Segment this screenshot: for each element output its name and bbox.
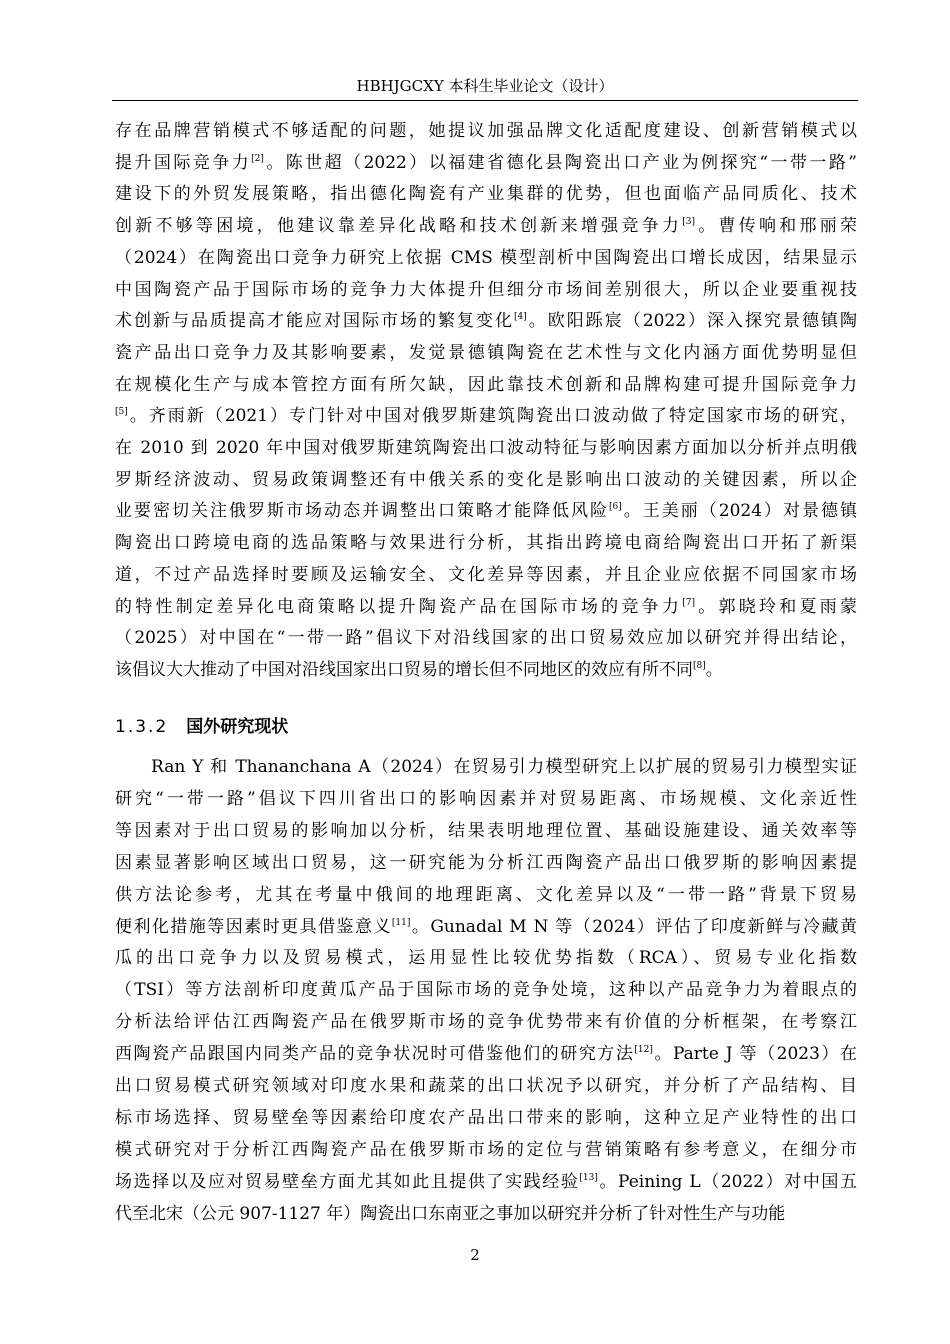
text-line <box>115 1140 857 1161</box>
text-line <box>115 343 857 364</box>
text-line <box>115 980 857 1001</box>
line-text: 该倡议大大推动了中国对沿线国家出口贸易的增长但不同地区的效应有所不同 <box>115 659 693 680</box>
line-text-continued: 。齐雨新（2021）专门针对中国对俄罗斯建筑陶瓷出口波动做了特定国家市场的研究， <box>127 406 857 427</box>
line-text-continued: 。王美丽（2024）对景德镇 <box>621 501 858 522</box>
text-line <box>115 280 857 301</box>
line-text: 出口贸易模式研究领域对印度水果和蔬菜的出口状况予以研究，并分析了产品结构、目 <box>115 1076 857 1096</box>
text-line <box>115 1204 857 1225</box>
line-text-continued: 。Parte J 等（2023）在 <box>652 1044 858 1065</box>
line-text-continued: 。陈世超（2022）以福建省德化县陶瓷出口产业为例探究“一带一路” <box>263 152 857 173</box>
text-line <box>115 121 857 142</box>
text-line <box>115 1044 857 1065</box>
citation-ref: [7] <box>682 597 695 608</box>
text-line <box>115 821 857 842</box>
line-text: 等因素对于出口贸易的影响加以分析，结果表明地理位置、基础设施建设、通关效率等 <box>115 820 857 841</box>
text-line <box>115 311 857 332</box>
line-text: 道，不过产品选择时要顾及运输安全、文化差异等因素，并且企业应依据不同国家市场 <box>115 564 857 585</box>
line-text: 西陶瓷产品跟国内同类产品的竞争状况时可借鉴他们的研究方法 <box>115 1044 635 1065</box>
line-text: 在 2010 到 2020 年中国对俄罗斯建筑陶瓷出口波动特征与影响因素方面加以分析并点明俄 <box>115 438 857 458</box>
section-heading <box>115 716 288 738</box>
line-text-continued: 。曹传响和邢丽荣 <box>694 216 858 237</box>
line-text: 研究“一带一路”倡议下四川省出口的影响因素并对贸易距离、市场规模、文化亲近性 <box>115 788 857 809</box>
line-text: Ran Y 和 Thananchana A（2024）在贸易引力模型研究上以扩展的贸易引力模型实证 <box>151 757 857 777</box>
text-line <box>115 1108 857 1129</box>
text-line <box>115 375 857 396</box>
text-line <box>115 501 857 522</box>
page-number: 2 <box>470 1246 480 1264</box>
line-text: 陶瓷出口跨境电商的选品策略与效果进行分析，其指出跨境电商给陶瓷出口开拓了新渠 <box>115 533 857 554</box>
text-line <box>115 184 857 205</box>
citation-ref: [6] <box>609 502 622 513</box>
text-line <box>115 789 857 810</box>
text-line <box>115 565 857 586</box>
line-text: 模式研究对于分析江西陶瓷产品在俄罗斯市场的定位与营销策略有参考意义，在细分市 <box>115 1139 857 1160</box>
text-line <box>115 216 857 237</box>
section-title: 国外研究现状 <box>186 717 289 737</box>
line-text: 瓜的出口竞争力以及贸易模式，运用显性比较优势指数（RCA）、贸易专业化指数 <box>115 948 857 969</box>
citation-ref: [8] <box>693 660 706 671</box>
line-text-continued: 。郭晓玲和夏雨蒙 <box>694 596 858 617</box>
citation-ref: [4] <box>514 312 527 323</box>
text-line <box>115 628 857 649</box>
text-line <box>115 248 857 269</box>
citation-ref: [3] <box>682 217 695 228</box>
citation-ref: [5] <box>115 407 128 418</box>
text-line <box>115 406 857 427</box>
line-text: 术创新与品质提高才能应对国际市场的繁复变化 <box>115 311 514 332</box>
text-line <box>115 438 857 459</box>
text-line <box>115 1076 857 1097</box>
line-text: 供方法论参考，尤其在考量中俄间的地理距离、文化差异以及“一带一路”背景下贸易 <box>115 884 857 905</box>
text-line <box>115 1012 857 1033</box>
line-text: （2025）对中国在“一带一路”倡议下对沿线国家的出口贸易效应加以研究并得出结论， <box>115 628 857 649</box>
line-text: 的特性制定差异化电商策略以提升陶瓷产品在国际市场的竞争力 <box>115 596 683 617</box>
line-text: 分析法给评估江西陶瓷产品在俄罗斯市场的竞争优势带来有价值的分析框架，在考察江 <box>115 1012 857 1033</box>
line-text: 建设下的外贸发展策略，指出德化陶瓷有产业集群的优势，但也面临产品同质化、技术 <box>115 184 857 205</box>
line-text: 创新不够等困境，他建议靠差异化战略和技术创新来增强竞争力 <box>115 216 683 237</box>
line-text-continued: 。Peining L（2022）对中国五 <box>597 1171 857 1192</box>
line-text: 在规模化生产与成本管控方面有所欠缺，因此靠技术创新和品牌构建可提升国际竞争力 <box>115 374 857 395</box>
text-line <box>115 853 857 874</box>
text-line <box>115 757 857 778</box>
line-text: 中国陶瓷产品于国际市场的竞争力大体提升但细分市场间差别很大，所以企业要重视技 <box>115 279 857 300</box>
text-line <box>115 948 857 969</box>
line-text: 业要密切关注俄罗斯市场动态并调整出口策略才能降低风险 <box>115 501 609 522</box>
citation-ref: [12] <box>634 1045 653 1056</box>
section-number: 1.3.2 <box>115 717 169 737</box>
line-text: 提升国际竞争力 <box>115 152 252 173</box>
line-text: 便利化措施等因素时更具借鉴意义 <box>115 916 392 937</box>
line-text: （2024）在陶瓷出口竞争力研究上依据 CMS 模型剖析中国陶瓷出口增长成因，结果显示 <box>115 247 857 268</box>
text-line <box>115 917 857 938</box>
line-text: （TSI）等方法剖析印度黄瓜产品于国际市场的竞争处境，这种以产品竞争力为着眼点的 <box>115 980 857 1001</box>
line-text: 存在品牌营销模式不够适配的问题，她提议加强品牌文化适配度建设、创新营销模式以 <box>115 121 857 141</box>
text-line <box>115 660 857 681</box>
text-line <box>115 597 857 618</box>
line-text: 因素显著影响区域出口贸易，这一研究能为分析江西陶瓷产品出口俄罗斯的影响因素提 <box>115 852 857 873</box>
line-text: 标市场选择、贸易壁垒等因素给印度农产品出口带来的影响，这种立足产业特性的出口 <box>115 1107 857 1128</box>
text-line <box>115 533 857 554</box>
text-line <box>115 885 857 906</box>
line-text: 代至北宋（公元 907-1127 年）陶瓷出口东南亚之事加以研究并分析了针对性生产与功能 <box>115 1203 786 1224</box>
line-text: 瓷产品出口竞争力及其影响要素，发觉景德镇陶瓷在艺术性与文化内涵方面优势明显但 <box>115 342 857 363</box>
page-header: HBHJGCXY 本科生毕业论文（设计） <box>356 77 614 95</box>
line-text: 罗斯经济波动、贸易政策调整还有中俄关系的变化是影响出口波动的关键因素，所以企 <box>115 469 857 490</box>
line-text-continued: 。 <box>705 659 723 680</box>
citation-ref: [11] <box>391 917 411 928</box>
line-text-continued: 。欧阳跞宸（2022）深入探究景德镇陶 <box>526 311 858 332</box>
header-rule <box>112 100 858 101</box>
text-line <box>115 1172 857 1193</box>
text-line <box>115 470 857 491</box>
citation-ref: [2] <box>251 153 264 164</box>
line-text-continued: 。Gunadal M N 等（2024）评估了印度新鲜与冷藏黄 <box>410 916 857 937</box>
citation-ref: [13] <box>579 1172 598 1183</box>
text-line <box>115 153 857 174</box>
line-text: 场选择以及应对贸易壁垒方面尤其如此且提供了实践经验 <box>115 1171 580 1192</box>
